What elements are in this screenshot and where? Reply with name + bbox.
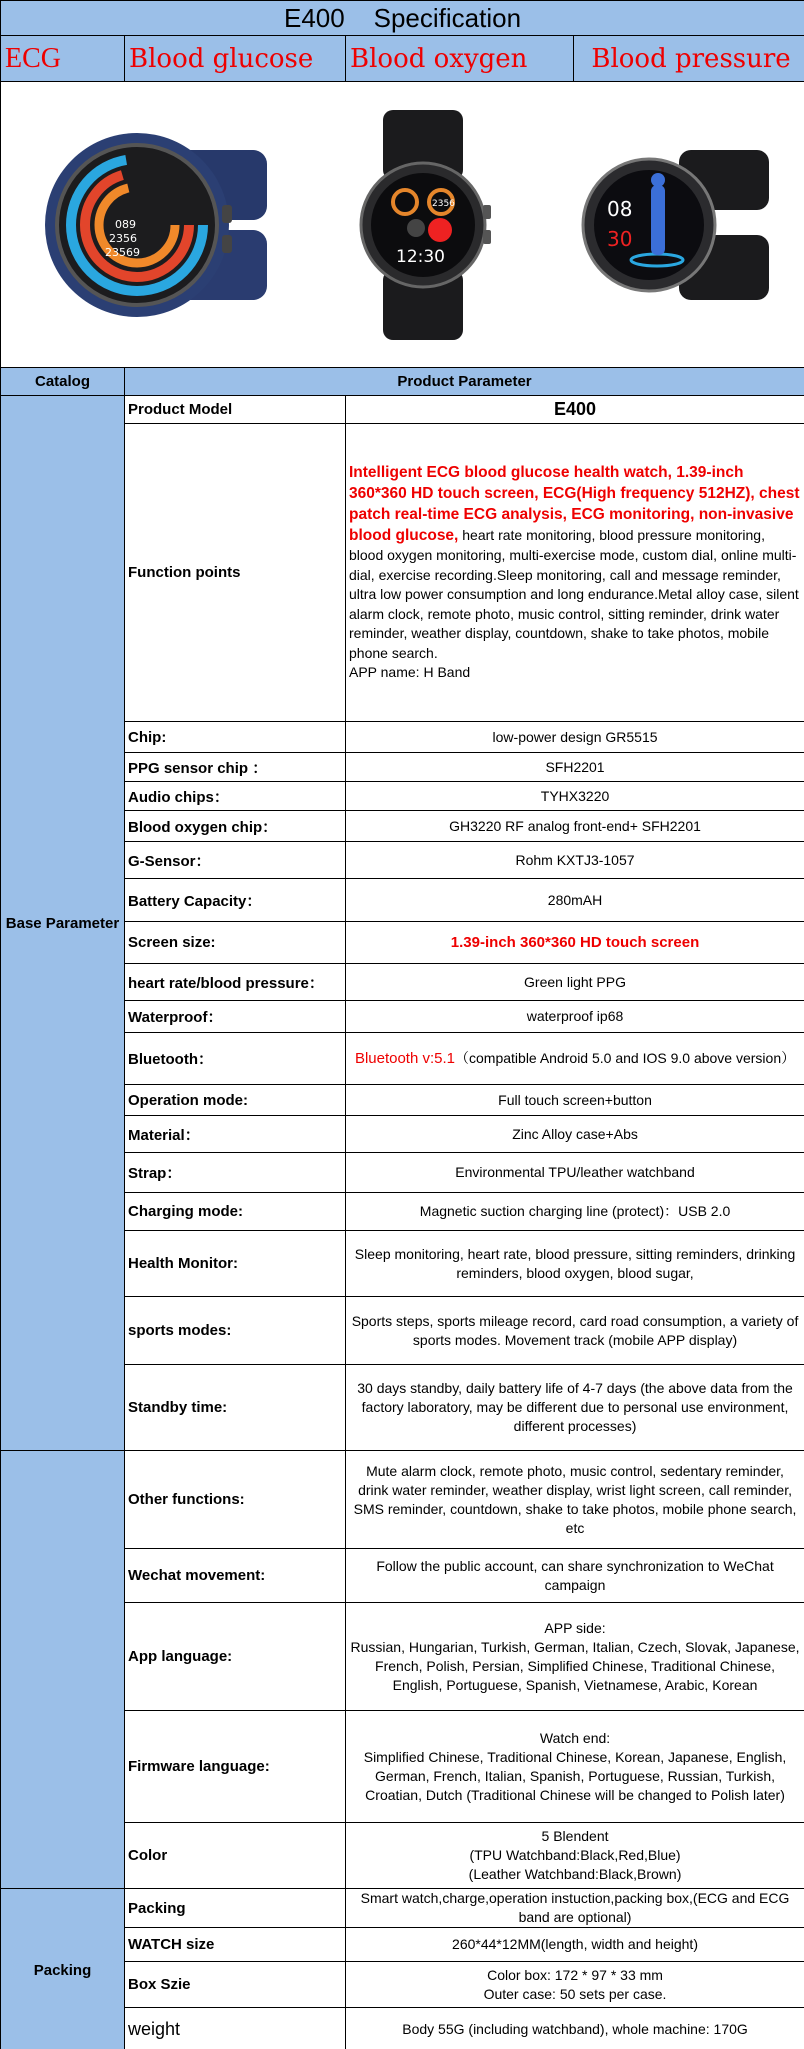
value-color <box>346 1823 804 1889</box>
label-charging-mode: Charging mode: <box>125 1193 346 1231</box>
watch1-reading-2: 2356 <box>108 231 137 245</box>
value-wechat: Follow the public account, can share synchronization to WeChat campaign <box>346 1549 804 1603</box>
bluetooth-version: Bluetooth v:5.1 <box>354 1050 456 1067</box>
value-function-points <box>346 424 804 722</box>
feature-blood-pressure: Blood pressure <box>574 36 804 82</box>
firmware-language-list: Simplified Chinese, Traditional Chinese, Korean, Japanese, English, German, French, Italian, Spanish, Portuguese, Russian, Turkish, Croatian, Dutch (Traditional Chinese will be changed to Polish later) <box>363 1748 787 1803</box>
value-other-functions: Mute alarm clock, remote photo, music control, sedentary reminder, drink water reminder, weather display, wrist light screen, call reminder, SMS reminder, countdown, shake to take photos, mobile phone search, etc <box>346 1451 804 1549</box>
label-packing: Packing <box>125 1889 346 1928</box>
section-base-parameter: Base Parameter <box>1 396 125 1451</box>
function-app-name: APP name: H Band <box>349 664 471 681</box>
value-firmware-language <box>346 1711 804 1823</box>
page-title: E400 Specification <box>1 1 804 36</box>
catalog-header: Catalog <box>1 368 125 396</box>
value-weight: Body 55G (including watchband), whole machine: 170G <box>346 2008 804 2049</box>
value-battery: 280mAH <box>346 879 804 922</box>
label-chip: Chip: <box>125 722 346 753</box>
label-app-language: App language: <box>125 1603 346 1711</box>
label-standby-time: Standby time: <box>125 1365 346 1451</box>
label-sports-modes: sports modes: <box>125 1297 346 1365</box>
box-line-1: Color box: 172 * 97 * 33 mm <box>487 1966 663 1983</box>
box-line-2: Outer case: 50 sets per case. <box>483 1985 667 2002</box>
label-color: Color <box>125 1823 346 1889</box>
value-operation-mode: Full touch screen+button <box>346 1085 804 1116</box>
value-audio: TYHX3220 <box>346 782 804 811</box>
watch1-reading-3: 23569 <box>104 245 140 259</box>
label-heart-rate: heart rate/blood pressure： <box>125 964 346 1001</box>
color-line-2: (TPU Watchband:Black,Red,Blue) <box>469 1847 681 1863</box>
firmware-language-head: Watch end: <box>539 1729 611 1746</box>
app-language-list: Russian, Hungarian, Turkish, German, Italian, Czech, Slovak, Japanese, French, Polish, Persian, Simplified Chinese, Traditional Chinese, English, Portuguese, Spanish, Vietnamese, Arabic, Korean <box>350 1638 800 1693</box>
label-bluetooth: Bluetooth： <box>125 1033 346 1085</box>
label-g-sensor: G-Sensor： <box>125 842 346 879</box>
watch-image-3 <box>569 110 769 340</box>
label-audio: Audio chips： <box>125 782 346 811</box>
param-header: Product Parameter <box>125 368 804 396</box>
watch-image-1 <box>37 110 277 340</box>
watch-image-2 <box>348 110 498 340</box>
label-blood-oxygen-chip: Blood oxygen chip： <box>125 811 346 842</box>
label-screen-size: Screen size: <box>125 922 346 964</box>
label-function-points: Function points <box>125 424 346 722</box>
bluetooth-compat: （compatible Android 5.0 and IOS 9.0 above version） <box>455 1050 796 1066</box>
label-operation-mode: Operation mode: <box>125 1085 346 1116</box>
value-charging-mode: Magnetic suction charging line (protect)：USB 2.0 <box>346 1193 804 1231</box>
value-product-model: E400 <box>346 396 804 424</box>
value-watch-size: 260*44*12MM(length, width and height) <box>346 1928 804 1962</box>
value-bluetooth <box>346 1033 804 1085</box>
value-blood-oxygen-chip: GH3220 RF analog front-end+ SFH2201 <box>346 811 804 842</box>
value-ppg: SFH2201 <box>346 753 804 782</box>
label-ppg: PPG sensor chip ： <box>125 753 346 782</box>
label-waterproof: Waterproof： <box>125 1001 346 1033</box>
watch2-steps: 2356 <box>431 198 455 209</box>
function-highlight: Intelligent ECG blood glucose health watch, 1.39-inch 360*360 HD touch screen, ECG(High frequency 512HZ), chest patch real-time ECG analysis, ECG monitoring, non-invasive blood glucose, <box>349 464 800 545</box>
value-g-sensor: Rohm KXTJ3-1057 <box>346 842 804 879</box>
function-rest: heart rate monitoring, blood pressure monitoring, blood oxygen monitoring, multi-exercise mode, custom dial, online multi-dial, exercise recording.Sleep monitoring, call and message reminder, ultra low power consumption and long endurance.Metal alloy case, silent alarm clock, remote photo, music control, sitting reminder, drink water reminder, weather display, countdown, shake to take photos, mobile phone search. <box>349 527 799 661</box>
product-images <box>1 82 804 368</box>
color-line-3: (Leather Watchband:Black,Brown) <box>468 1866 682 1882</box>
value-heart-rate: Green light PPG <box>346 964 804 1001</box>
label-battery: Battery Capacity： <box>125 879 346 922</box>
feature-ecg: ECG <box>1 36 125 82</box>
label-box-size: Box Szie <box>125 1962 346 2008</box>
app-language-head: APP side: <box>544 1619 606 1636</box>
label-product-model: Product Model <box>125 396 346 424</box>
value-waterproof: waterproof ip68 <box>346 1001 804 1033</box>
watch3-value-2: 30 <box>606 226 632 251</box>
label-strap: Strap： <box>125 1153 346 1193</box>
value-health-monitor: Sleep monitoring, heart rate, blood pressure, sitting reminders, drinking reminders, blood oxygen, blood sugar, <box>346 1231 804 1297</box>
value-packing: Smart watch,charge,operation instuction,packing box,(ECG and ECG band are optional) <box>346 1889 804 1928</box>
color-line-1: 5 Blendent <box>541 1828 609 1844</box>
label-material: Material： <box>125 1116 346 1153</box>
watch2-time: 12:30 <box>395 246 445 267</box>
value-material: Zinc Alloy case+Abs <box>346 1116 804 1153</box>
label-watch-size: WATCH size <box>125 1928 346 1962</box>
section-function <box>1 1451 125 1889</box>
value-screen-size: 1.39-inch 360*360 HD touch screen <box>346 922 804 964</box>
watch3-value-1: 08 <box>606 196 632 221</box>
value-chip: low-power design GR5515 <box>346 722 804 753</box>
value-app-language <box>346 1603 804 1711</box>
watch1-reading-1: 089 <box>114 217 136 231</box>
label-wechat: Wechat movement: <box>125 1549 346 1603</box>
label-firmware-language: Firmware language: <box>125 1711 346 1823</box>
feature-blood-oxygen: Blood oxygen <box>346 36 574 82</box>
label-weight: weight <box>125 2008 346 2049</box>
value-standby-time: 30 days standby, daily battery life of 4-7 days (the above data from the factory laboratory, may be different due to personal use environment, different processes) <box>346 1365 804 1451</box>
value-box-size <box>346 1962 804 2008</box>
feature-blood-glucose: Blood glucose <box>125 36 346 82</box>
section-packing: Packing <box>1 1889 125 2049</box>
value-strap: Environmental TPU/leather watchband <box>346 1153 804 1193</box>
value-sports-modes: Sports steps, sports mileage record, card road consumption, a variety of sports modes. Movement track (mobile APP display) <box>346 1297 804 1365</box>
label-other-functions: Other functions: <box>125 1451 346 1549</box>
label-health-monitor: Health Monitor: <box>125 1231 346 1297</box>
